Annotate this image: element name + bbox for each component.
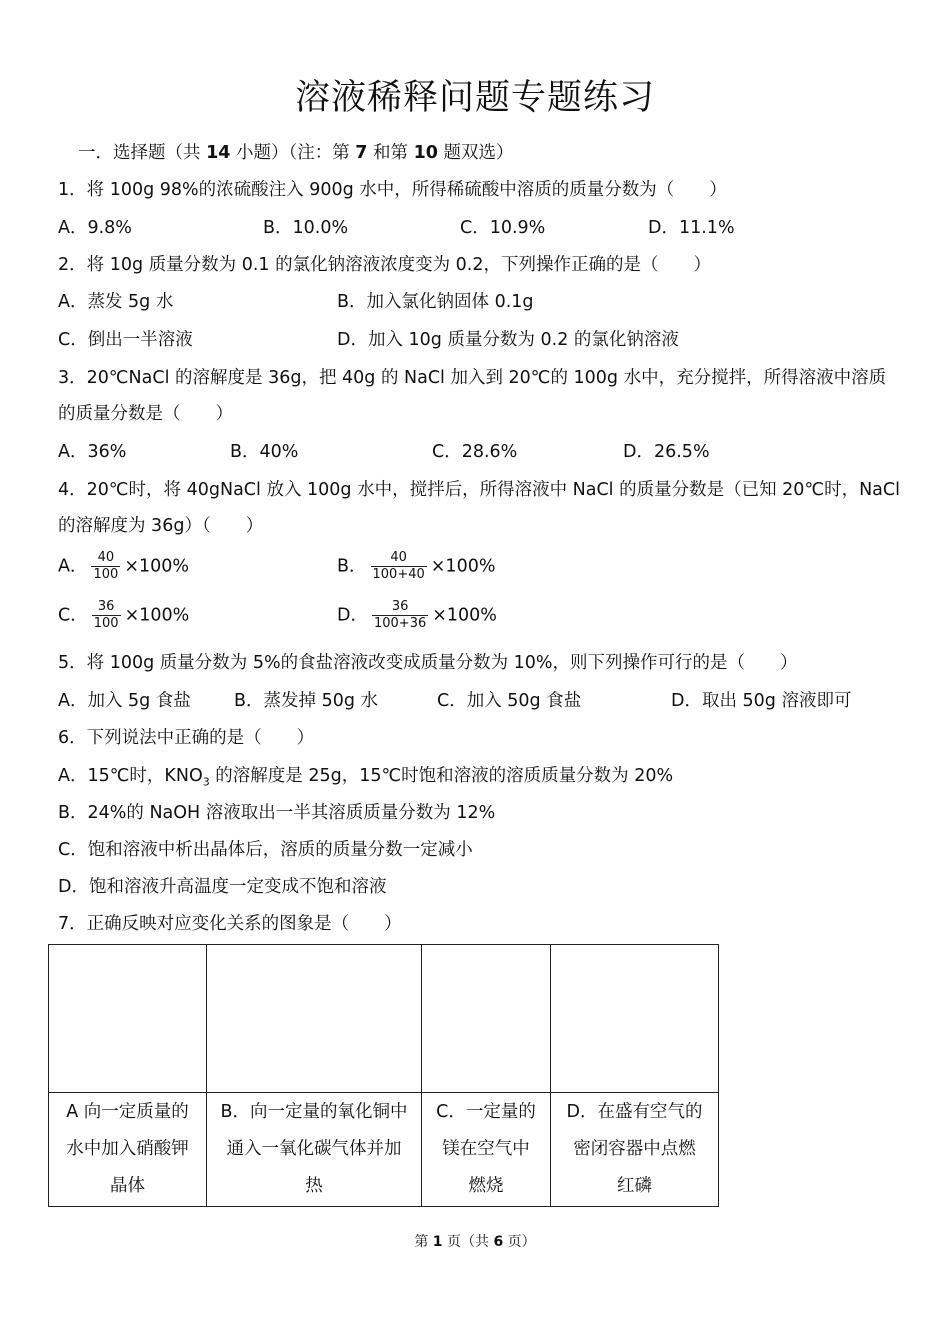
caption-c bbox=[422, 1093, 551, 1207]
caption-d bbox=[551, 1093, 719, 1207]
q4-option-a bbox=[58, 550, 189, 583]
option-label: D． bbox=[337, 605, 368, 626]
q3-option-b: B．40% bbox=[230, 442, 299, 462]
times-100-percent: ×100% bbox=[124, 605, 190, 626]
graph-cell-d bbox=[551, 945, 719, 1093]
caption-line: C．一定量的 bbox=[436, 1102, 536, 1122]
caption-line: 水中加入硝酸钾 bbox=[66, 1139, 189, 1159]
q2-option-b: B．加入氯化钠固体 0.1g bbox=[337, 292, 534, 312]
graph-cell-a bbox=[49, 945, 207, 1093]
q3-option-a: A．36% bbox=[58, 442, 127, 462]
q4-option-d bbox=[337, 599, 497, 632]
section-heading-text: 和第 bbox=[367, 143, 414, 163]
q1-option-d: D．11.1% bbox=[648, 218, 735, 238]
total-pages-number: 6 bbox=[493, 1234, 504, 1250]
q4-stem-line1: 4．20℃时，将 40gNaCl 放入 100g 水中，搅拌后，所得溶液中 NaCl 的质量分数是（已知 20℃时，NaCl bbox=[58, 480, 900, 500]
section-heading-text: 题双选） bbox=[437, 143, 514, 163]
q2-option-d: D．加入 10g 质量分数为 0.2 的氯化钠溶液 bbox=[337, 330, 679, 350]
double-choice-question-a: 7 bbox=[355, 143, 368, 163]
caption-line: 通入一氧化碳气体并加 bbox=[226, 1139, 402, 1159]
caption-line: 镁在空气中 bbox=[442, 1139, 530, 1159]
q6-option-d: D．饱和溶液升高温度一定变成不饱和溶液 bbox=[58, 877, 387, 897]
section-heading-text: 小题）（注：第 bbox=[230, 143, 356, 163]
graph-row bbox=[49, 945, 719, 1093]
fraction-numerator: 36 bbox=[92, 599, 121, 616]
q7-options-table bbox=[48, 944, 719, 1207]
fraction-denominator: 100+36 bbox=[373, 616, 427, 631]
page-footer bbox=[0, 1231, 950, 1251]
double-choice-question-b: 10 bbox=[413, 143, 438, 163]
caption-line: A 向一定质量的 bbox=[66, 1102, 189, 1122]
caption-line: B．向一定量的氧化铜中 bbox=[220, 1102, 408, 1122]
option-text: A．15℃时，KNO bbox=[58, 766, 203, 786]
subscript: 3 bbox=[202, 775, 210, 789]
q5-option-a: A．加入 5g 食盐 bbox=[58, 691, 191, 711]
caption-row bbox=[49, 1093, 719, 1207]
q5-stem: 5．将 100g 质量分数为 5%的食盐溶液改变成质量分数为 10%，则下列操作可行的是（ ） bbox=[58, 653, 798, 673]
q2-option-c: C．倒出一半溶液 bbox=[58, 330, 193, 350]
option-label: A． bbox=[58, 556, 88, 577]
section-heading-text: 一．选择题（共 bbox=[78, 143, 207, 163]
q1-stem: 1．将 100g 98%的浓硫酸注入 900g 水中，所得稀硫酸中溶质的质量分数为（ ） bbox=[58, 180, 727, 200]
q4-stem-line2: 的溶解度为 36g）（ ） bbox=[58, 516, 264, 536]
q7-stem: 7．正确反映对应变化关系的图象是（ ） bbox=[58, 914, 402, 934]
fraction-numerator: 40 bbox=[371, 550, 427, 567]
q4-option-b bbox=[337, 550, 495, 583]
q5-option-b: B．蒸发掉 50g 水 bbox=[234, 691, 379, 711]
footer-text: 页（共 bbox=[442, 1234, 494, 1250]
q5-option-d: D．取出 50g 溶液即可 bbox=[671, 691, 852, 711]
q6-stem: 6．下列说法中正确的是（ ） bbox=[58, 728, 315, 748]
footer-text: 页） bbox=[503, 1234, 536, 1250]
times-100-percent: ×100% bbox=[430, 556, 496, 577]
option-label: B． bbox=[337, 556, 367, 577]
page-title: 溶液稀释问题专题练习 bbox=[294, 78, 655, 118]
q4-option-c bbox=[58, 599, 189, 632]
q1-option-c: C．10.9% bbox=[460, 218, 546, 238]
fraction-numerator: 36 bbox=[372, 599, 428, 616]
current-page-number: 1 bbox=[432, 1234, 443, 1250]
q2-stem: 2．将 10g 质量分数为 0.1 的氯化钠溶液浓度变为 0.2，下列操作正确的是（ ） bbox=[58, 255, 711, 275]
option-label: C． bbox=[58, 605, 88, 626]
fraction-denominator: 100+40 bbox=[372, 567, 425, 582]
fraction bbox=[371, 550, 427, 583]
section-heading bbox=[78, 141, 514, 165]
caption-line: 晶体 bbox=[110, 1176, 145, 1196]
option-text: 的溶解度是 25g，15℃时饱和溶液的溶质质量分数为 20% bbox=[209, 766, 674, 786]
q3-stem-line1: 3．20℃NaCl 的溶解度是 36g，把 40g 的 NaCl 加入到 20℃的 100g 水中，充分搅拌，所得溶液中溶质 bbox=[58, 368, 887, 388]
caption-line: 密闭容器中点燃 bbox=[573, 1139, 696, 1159]
q6-option-a bbox=[58, 764, 673, 795]
q1-option-a: A．9.8% bbox=[58, 218, 132, 238]
fraction-numerator: 40 bbox=[91, 550, 120, 567]
graph-cell-c bbox=[422, 945, 551, 1093]
footer-text: 第 bbox=[414, 1234, 433, 1250]
q6-option-b: B．24%的 NaOH 溶液取出一半其溶质质量分数为 12% bbox=[58, 803, 496, 823]
fraction-denominator: 100 bbox=[93, 616, 119, 631]
fraction-denominator: 100 bbox=[93, 567, 119, 582]
question-count: 14 bbox=[206, 143, 231, 163]
caption-b bbox=[207, 1093, 422, 1207]
times-100-percent: ×100% bbox=[124, 556, 190, 577]
caption-line: 燃烧 bbox=[468, 1176, 504, 1196]
q1-option-b: B．10.0% bbox=[263, 218, 349, 238]
caption-line: 红磷 bbox=[617, 1176, 652, 1196]
fraction bbox=[92, 599, 121, 632]
q6-option-c: C．饱和溶液中析出晶体后，溶质的质量分数一定减小 bbox=[58, 840, 473, 860]
q3-option-c: C．28.6% bbox=[432, 442, 518, 462]
caption-line: D．在盛有空气的 bbox=[566, 1102, 703, 1122]
graph-cell-b bbox=[207, 945, 422, 1093]
fraction bbox=[372, 599, 428, 632]
caption-line: 热 bbox=[305, 1176, 323, 1196]
caption-a bbox=[49, 1093, 207, 1207]
times-100-percent: ×100% bbox=[432, 605, 497, 626]
q3-stem-line2: 的质量分数是（ ） bbox=[58, 404, 233, 424]
fraction bbox=[91, 550, 120, 583]
q5-option-c: C．加入 50g 食盐 bbox=[437, 691, 582, 711]
q2-option-a: A．蒸发 5g 水 bbox=[58, 292, 174, 312]
q3-option-d: D．26.5% bbox=[623, 442, 710, 462]
